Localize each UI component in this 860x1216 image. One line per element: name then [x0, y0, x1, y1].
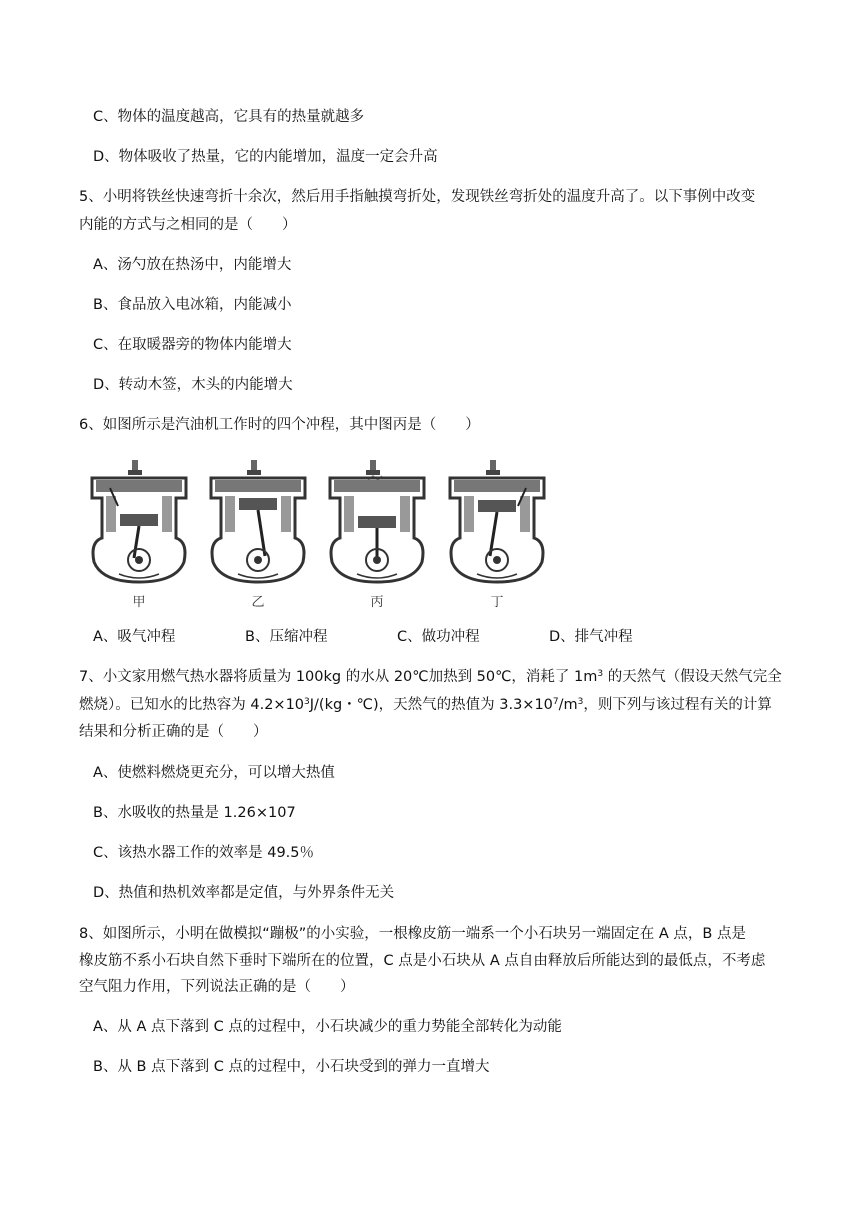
engine-label-bing: 丙	[370, 595, 384, 610]
engine-diagram-jia	[84, 458, 194, 608]
q8-stem-line1: 8、如图所示，小明在做模拟“蹦极”的小实验，一根橡皮筋一端系一个小石块另一端固定在 A 点，B 点是	[79, 926, 746, 942]
q6-option-a: A、吸气冲程	[93, 629, 176, 645]
q7-option-b: B、水吸收的热量是 1.26×107	[93, 805, 296, 821]
q5-option-b: B、食品放入电冰箱，内能减小	[93, 297, 292, 313]
engine-diagram-yi	[203, 458, 313, 608]
q8-option-b: B、从 B 点下落到 C 点的过程中，小石块受到的弹力一直增大	[93, 1059, 490, 1075]
q7-option-a: A、使燃料燃烧更充分，可以增大热值	[93, 765, 335, 781]
q8-stem-line3: 空气阻力作用，下列说法正确的是（ ）	[79, 979, 355, 995]
engine-label-ding: 丁	[490, 595, 504, 610]
q5-option-a: A、汤勺放在热汤中，内能增大	[93, 257, 292, 273]
q5-option-d: D、转动木签，木头的内能增大	[93, 377, 293, 393]
q5-stem-line1: 5、小明将铁丝快速弯折十余次，然后用手指触摸弯折处，发现铁丝弯折处的温度升高了。以下事例中改变	[79, 189, 756, 205]
engine-label-yi: 乙	[251, 595, 265, 610]
q6-option-b: B、压缩冲程	[245, 629, 328, 645]
q6-option-d: D、排气冲程	[549, 629, 633, 645]
q7-stem-line2: 燃烧）。已知水的比热容为 $4.2\times 10^3J/(kg$・℃)，天然气的热值为 $3.3\times 10^7/m^3$，则下列与该过程有关的计算	[79, 697, 772, 713]
engine-yi-drawing	[203, 458, 313, 588]
engine-ding-drawing	[442, 458, 552, 588]
engine-jia-drawing	[84, 458, 194, 588]
engine-diagram-bing	[322, 458, 432, 608]
q6-options	[93, 627, 633, 647]
engine-label-jia: 甲	[132, 595, 146, 610]
q8-stem-line2: 橡皮筋不系小石块自然下垂时下端所在的位置，C 点是小石块从 A 点自由释放后所能达到的最低点，不考虑	[79, 953, 766, 969]
q6-stem: 6、如图所示是汽油机工作时的四个冲程，其中图丙是（ ）	[79, 417, 480, 433]
q6-option-c: C、做功冲程	[397, 629, 480, 645]
q7-stem-line1: 7、小文家用燃气热水器将质量为 100kg 的水从 20℃加热到 50℃，消耗了 $1m^3$ 的天然气（假设天然气完全	[79, 669, 782, 685]
q5-option-c: C、在取暖器旁的物体内能增大	[93, 337, 292, 353]
q7-stem-line3: 结果和分析正确的是（ ）	[79, 724, 268, 740]
q8-option-a: A、从 A 点下落到 C 点的过程中，小石块减少的重力势能全部转化为动能	[93, 1019, 562, 1035]
q4-option-d: D、物体吸收了热量，它的内能增加，温度一定会升高	[93, 149, 438, 165]
q4-option-c: C、物体的温度越高，它具有的热量就越多	[93, 109, 365, 125]
q5-stem-line2: 内能的方式与之相同的是（ ）	[79, 217, 297, 233]
engine-diagram-ding	[442, 458, 552, 608]
engine-bing-drawing	[322, 458, 432, 588]
q7-option-d: D、热值和热机效率都是定值，与外界条件无关	[93, 885, 395, 901]
q7-option-c: C、该热水器工作的效率是 49.5％	[93, 845, 315, 861]
